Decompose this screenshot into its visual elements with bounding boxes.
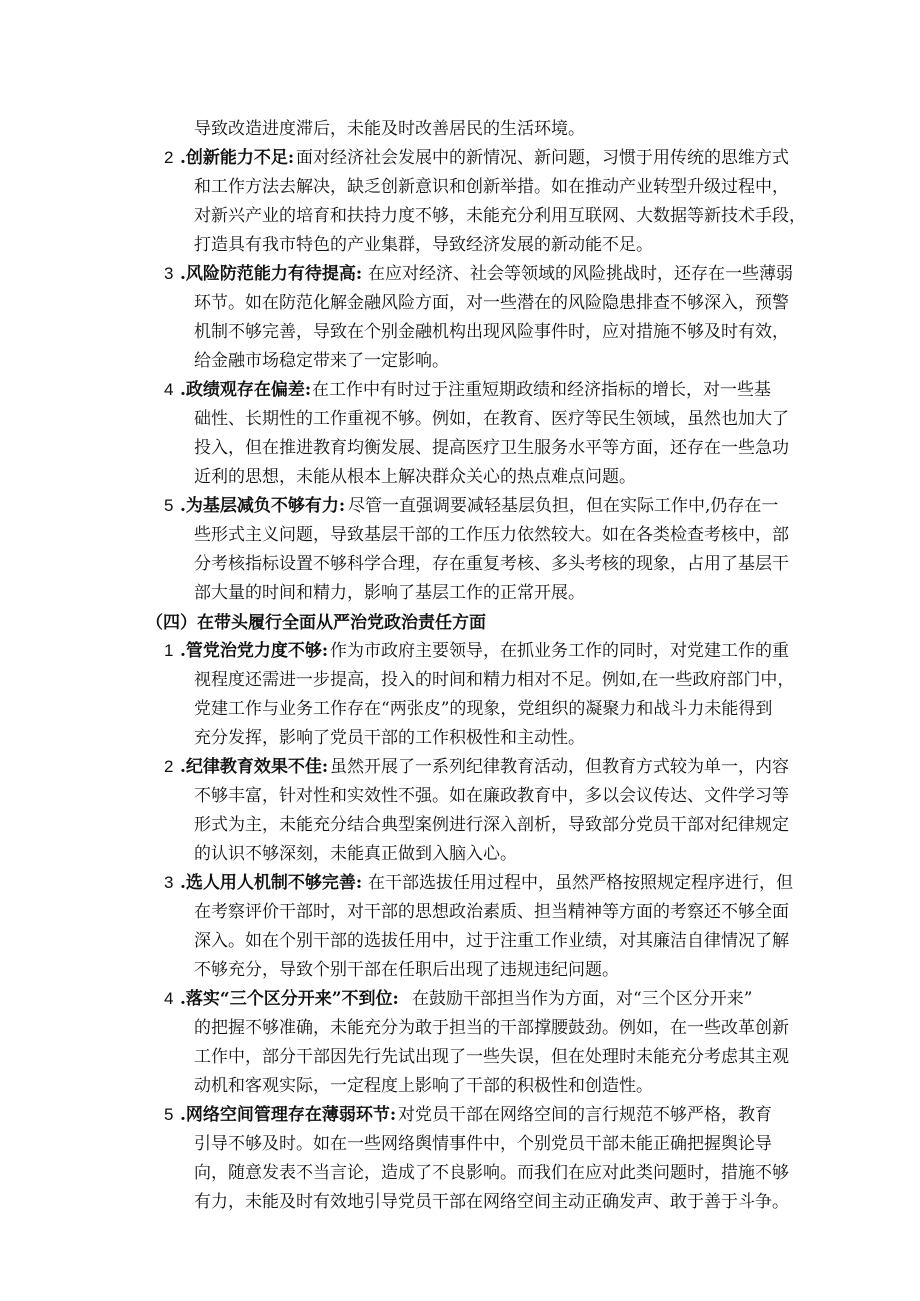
item-text: 的把握不够准确，未能充分为敢于担当的干部撑腰鼓劲。例如，在一些改革创新 [194, 1018, 789, 1038]
item-number: 5 [164, 496, 174, 515]
item-text: 近利的思想，未能从根本上解决群众关心的热点难点问题。 [194, 467, 636, 487]
item-title: .网络空间管理存在薄弱环节: [180, 1105, 397, 1125]
item-number: 4 [164, 380, 174, 399]
item-number: 5 [164, 1105, 174, 1124]
item-text: 打造具有我市特色的产业集群，导致经济发展的新动能不足。 [194, 235, 653, 255]
item-number: 4 [164, 989, 174, 1008]
item-text: 在鼓励干部担当作为方面，对“三个区分开来” [412, 989, 753, 1009]
item-text: 部大量的时间和精力，影响了基层工作的正常开展。 [194, 583, 585, 603]
item-text: 不够充分，导致个别干部在任职后出现了违规违纪问题。 [194, 960, 619, 980]
item-text: 础性、长期性的工作重视不够。例如，在教育、医疗等民生领域，虽然也加大了 [194, 409, 789, 429]
item-title: .政绩观存在偏差: [180, 380, 312, 400]
item-text: 对新兴产业的培育和扶持力度不够，未能充分利用互联网、大数据等新技术手段， [194, 206, 806, 226]
item-text: 深入。如在个别干部的选拔任用中，过于注重工作业绩，对其廉洁自律情况了解 [194, 931, 789, 951]
item-text: 充分发挥，影响了党员干部的工作积极性和主动性。 [194, 728, 585, 748]
item-text: 机制不够完善，导致在个别金融机构出现风险事件时，应对措施不够及时有效， [194, 322, 789, 342]
item-text: 环节。如在防范化解金融风险方面，对一些潜在的风险隐患排查不够深入，预警 [194, 293, 789, 313]
item-text: 向，随意发表不当言论，造成了不良影响。而我们在应对此类问题时，措施不够 [194, 1163, 789, 1183]
item-title: .落实“三个区分开来”不到位: [180, 989, 399, 1009]
item-title: .管党治党力度不够: [180, 641, 329, 661]
item-text: 视程度还需进一步提高，投入的时间和精力相对不足。例如,在一些政府部门中， [194, 670, 795, 690]
item-number: 3 [164, 264, 174, 283]
item-text: 党建工作与业务工作存在“两张皮”的现象，党组织的凝聚力和战斗力未能得到 [194, 699, 773, 719]
item-text: 在干部选拔任用过程中，虽然严格按照规定程序进行，但 [368, 873, 793, 893]
item-text: 工作中，部分干部因先行先试出现了一些失误，但在处理时未能充分考虑其主观 [194, 1047, 789, 1067]
continuation-text: 导致改造进度滞后，未能及时改善居民的生活环境。 [194, 119, 585, 139]
item-text: 有力，未能及时有效地引导党员干部在网络空间主动正确发声、敢于善于斗争。 [194, 1192, 789, 1212]
item-title: .为基层减负不够有力: [180, 496, 346, 516]
item-text: 的认识不够深刻，未能真正做到入脑入心。 [194, 844, 517, 864]
item-text: 作为市政府主要领导，在抓业务工作的同时，对党建工作的重 [330, 641, 789, 661]
item-number: 2 [164, 148, 174, 167]
item-text: 在应对经济、社会等领域的风险挑战时，还存在一些薄弱 [368, 264, 793, 284]
item-text: 动机和客观实际，一定程度上影响了干部的积极性和创造性。 [194, 1076, 653, 1096]
item-text: 在工作中有时过于注重短期政绩和经济指标的增长，对一些基 [312, 380, 771, 400]
item-text: 些形式主义问题，导致基层干部的工作压力依然较大。如在各类检查考核中，部 [194, 525, 789, 545]
item-text: 分考核指标设置不够科学合理，存在重复考核、多头考核的现象，占用了基层干 [194, 554, 789, 574]
item-text: 投入，但在推进教育均衡发展、提高医疗卫生服务水平等方面，还存在一些急功 [194, 438, 789, 458]
item-text: 形式为主，未能充分结合典型案例进行深入剖析，导致部分党员干部对纪律规定 [194, 815, 789, 835]
item-number: 1 [164, 641, 174, 660]
item-text: 和工作方法去解决，缺乏创新意识和创新举措。如在推动产业转型升级过程中， [194, 177, 789, 197]
item-text: 引导不够及时。如在一些网络舆情事件中，个别党员干部未能正确把握舆论导 [194, 1134, 772, 1154]
item-text: 不够丰富，针对性和实效性不强。如在廉政教育中，多以会议传达、文件学习等 [194, 786, 789, 806]
item-number: 3 [164, 873, 174, 892]
section-heading: （四）在带头履行全面从严治党政治责任方面 [146, 613, 486, 633]
item-text: 给金融市场稳定带来了一定影响。 [194, 351, 449, 371]
item-number: 2 [164, 757, 174, 776]
item-title: .纪律教育效果不佳: [180, 757, 329, 777]
item-text: 面对经济社会发展中的新情况、新问题，习惯于用传统的思维方式 [296, 148, 789, 168]
item-text: 在考察评价干部时，对干部的思想政治素质、担当精神等方面的考察还不够全面 [194, 902, 789, 922]
item-title: .创新能力不足: [180, 148, 295, 168]
item-text: 虽然开展了一系列纪律教育活动，但教育方式较为单一，内容 [330, 757, 789, 777]
item-title: .选人用人机制不够完善: [180, 873, 363, 893]
item-text: 对党员干部在网络空间的言行规范不够严格，教育 [398, 1105, 772, 1125]
item-title: .风险防范能力有待提高: [180, 264, 363, 284]
item-text: 尽管一直强调要减轻基层负担，但在实际工作中,仍存在一 [348, 496, 779, 516]
